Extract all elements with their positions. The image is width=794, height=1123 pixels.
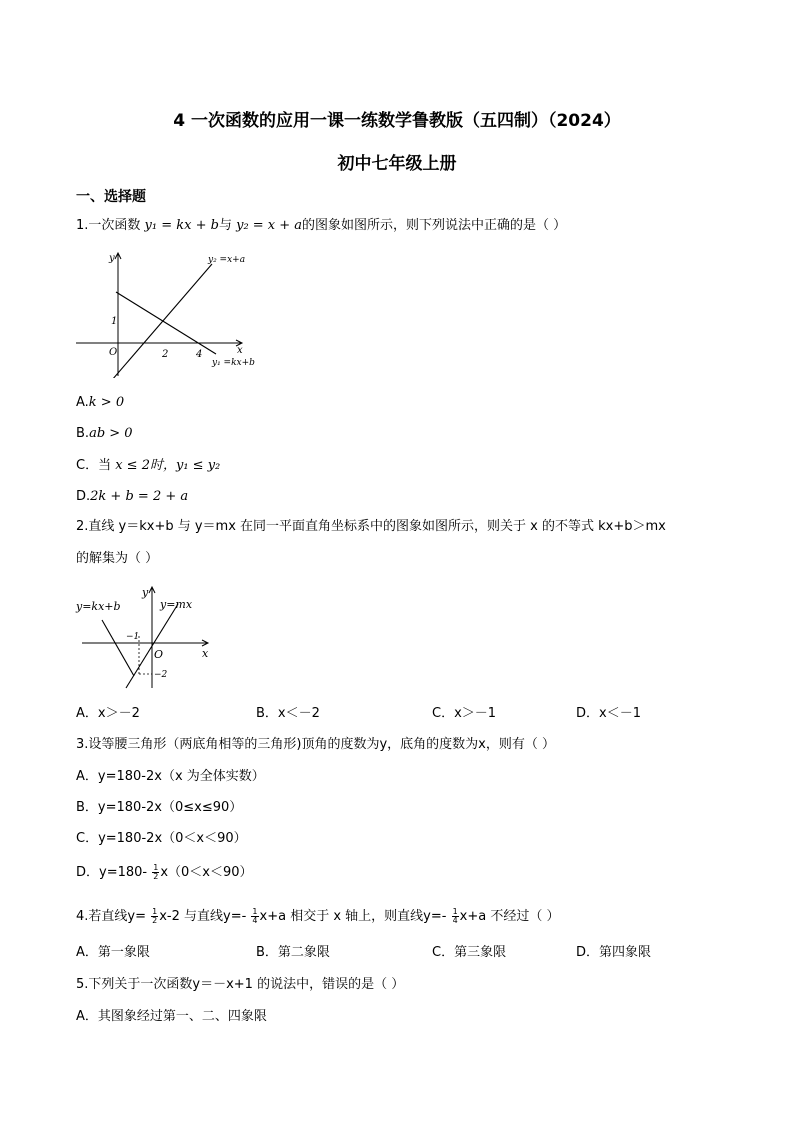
q1-line-y1 — [116, 292, 216, 354]
q4-fraction-1: $\frac{1}{2}$ — [152, 907, 158, 925]
q1-option-d[interactable]: D.2k + b = 2 + a — [76, 489, 189, 504]
q1-formula-1: y₁ = kx + b — [144, 218, 219, 233]
q1-x-axis-label: x — [237, 345, 243, 356]
q2-option-d[interactable]: D．x＜－1 — [576, 706, 641, 721]
q1-origin-label: O — [109, 347, 118, 358]
q1-tick-x-4: 4 — [196, 349, 203, 360]
q2-line-kxb — [102, 620, 134, 676]
q1-option-a[interactable]: A.k > 0 — [76, 395, 125, 410]
q2-option-c[interactable]: C．x＞－1 — [432, 706, 497, 721]
q3-option-c[interactable]: C．y=180-2x（0＜x＜90） — [76, 831, 247, 846]
q2-tick-neg1: −1 — [126, 632, 140, 642]
question-1-stem — [76, 217, 566, 235]
q1-line-y1-label: y₁ =kx+b — [212, 358, 255, 368]
q2-tick-neg2: −2 — [154, 670, 168, 680]
q1-y-axis-label: y — [109, 253, 115, 264]
q1-option-b[interactable]: B.ab > 0 — [76, 426, 133, 441]
question-2-stem-line-1: 2.直线 y＝kx+b 与 y＝mx 在同一平面直角坐标系中的图象如图所示，则关于 x 的不等式 kx+b＞mx — [76, 519, 666, 534]
question-2-stem-line-2: 的解集为（ ） — [76, 551, 159, 566]
q1-text-c: 的图象如图所示，则下列说法中正确的是（ ） — [302, 218, 567, 233]
q3-option-d[interactable]: D．y=180- $\frac{1}{2}$ x（0＜x＜90） — [76, 863, 253, 881]
q1-option-c[interactable]: C．当 x ≤ 2时，y₁ ≤ y₂ — [76, 458, 221, 473]
q2-line-kxb-label: y=kx+b — [76, 600, 121, 613]
question-5-stem: 5.下列关于一次函数y＝－x+1 的说法中，错误的是（ ） — [76, 977, 405, 992]
document-title: 4 一次函数的应用一课一练数学鲁教版（五四制）（2024） — [173, 111, 621, 131]
q2-y-axis-label: y — [142, 586, 149, 599]
q1-figure — [74, 250, 274, 378]
q5-option-a[interactable]: A．其图象经过第一、二、四象限 — [76, 1009, 267, 1024]
q2-origin-label: O — [154, 648, 164, 661]
q1-tick-y-1: 1 — [111, 316, 118, 327]
q3-option-a[interactable]: A．y=180-2x（x 为全体实数） — [76, 769, 265, 784]
section-heading: 一、选择题 — [76, 189, 146, 205]
q4-option-d[interactable]: D．第四象限 — [576, 945, 652, 960]
q3-option-b[interactable]: B．y=180-2x（0≤x≤90） — [76, 800, 243, 815]
q2-option-a[interactable]: A．x＞－2 — [76, 706, 140, 721]
q2-line-mx-label: y=mx — [160, 598, 193, 611]
q2-option-b[interactable]: B．x＜－2 — [256, 706, 320, 721]
q4-option-c[interactable]: C．第三象限 — [432, 945, 507, 960]
question-3-stem: 3.设等腰三角形（两底角相等的三角形)顶角的度数为y，底角的度数为x，则有（ ） — [76, 737, 555, 752]
q4-option-a[interactable]: A．第一象限 — [76, 945, 150, 960]
q2-figure — [74, 582, 220, 692]
q3-option-d-fraction: $\frac{1}{2}$ — [153, 863, 159, 881]
q4-option-b[interactable]: B．第二象限 — [256, 945, 330, 960]
document-subtitle: 初中七年级上册 — [337, 154, 457, 174]
q4-fraction-2: $\frac{1}{4}$ — [252, 907, 258, 925]
q2-x-axis-label: x — [202, 647, 209, 660]
q4-fraction-3: $\frac{1}{4}$ — [452, 907, 458, 925]
q1-text-a: 1.一次函数 — [76, 218, 145, 233]
question-4-stem: 4.若直线y= $\frac{1}{2}$ x-2 与直线y=- $\frac{1}{4}$ x+a 相交于 x 轴上，则直线y=- $\frac{1}{4}$ x+a 不经过（ ） — [76, 907, 560, 925]
q1-formula-2: y₂ = x + a — [236, 218, 303, 233]
q1-line-y2-label: y₂ =x+a — [208, 255, 246, 265]
q1-text-b: 与 — [218, 218, 237, 233]
q1-tick-x-2: 2 — [162, 349, 169, 360]
